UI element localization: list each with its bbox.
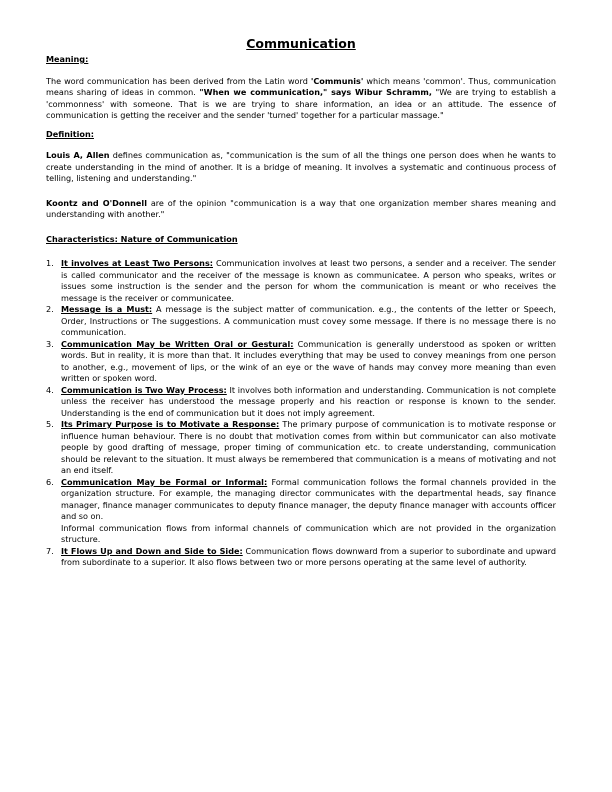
characteristics-heading: Characteristics: Nature of Communication [46, 233, 238, 244]
definition-paragraph-koontz [46, 198, 556, 221]
document-page [46, 36, 556, 569]
list-item [46, 419, 556, 477]
meaning-text-c: which means 'common'. Thus, communication means sharing of ideas in common. [46, 75, 556, 97]
list-number: 6. [46, 476, 54, 487]
meaning-text-communis: 'Communis' [310, 75, 364, 86]
definition-heading: Definition: [46, 128, 94, 139]
characteristics-list [46, 258, 556, 569]
meaning-paragraph [46, 76, 556, 122]
definition-text-koontz: are of the opinion "communication is a way that one organization member shares meaning and understanding with another." [46, 197, 556, 219]
list-number: 1. [46, 258, 54, 268]
list-item [46, 546, 556, 569]
list-number: 4. [46, 384, 54, 395]
definition-author-koontz: Koontz and O'Donnell [46, 197, 147, 208]
list-item-text: Communication is generally understood as spoken or written words. But in reality, it is more than that. It includes everything that may be used to convey meanings from one person to another, e.g., movement of lips, or the wink of an eye or the wave of hands may convey more meaning than even written or spoken word. [61, 338, 556, 383]
list-item [46, 339, 556, 385]
list-item-title: Its Primary Purpose is to Motivate a Response: [61, 419, 280, 429]
list-item-text: It involves both information and understanding. Communication is not complete unless the receiver has understood the message properly and his reaction or response is known to the sender. Understanding is the end of communication but it does not imply agreement. [61, 384, 556, 418]
list-item [46, 304, 556, 339]
list-item-text: Communication involves at least two persons, a sender and a receiver. The sender is called communicator and the receiver of the message is known as communicatee. A person who speaks, writes or issues some instruction is the sender and the person for whom the communication is meant or who receives the message is the receiver or communicatee. [61, 258, 556, 303]
list-item-extra-text: Informal communication flows from informal channels of communication which are not provided in the organization structure. [61, 522, 556, 544]
list-number: 5. [46, 419, 54, 429]
definition-text-allen: defines communication as, "communication is the sum of all the things one person does when he wants to create understanding in the mind of another. It is a bridge of meaning. It involves a systematic and continuous process of telling, listening and understanding." [46, 150, 556, 183]
list-item-title: Communication is Two Way Process: [61, 384, 227, 395]
list-item-text: Communication flows downward from a superior to subordinate and upward from subordinate to a superior. It also flows between two or more persons operating at the same level of authority. [61, 545, 556, 567]
list-item-title: Message is a Must: [61, 304, 153, 314]
meaning-text-e: "We are trying to establish a 'commonness' with someone. That is we are trying to share information, an idea or an attitude. The essence of communication is getting the receiver and the sender 'turned' together for a particular massage." [46, 87, 556, 120]
page-title: Communication [246, 36, 356, 51]
list-item-title: It involves at Least Two Persons: [61, 258, 213, 268]
list-item-text: The primary purpose of communication is to motivate response or influence human behaviour. There is no doubt that motivation comes from within but communicator can also motivate people by good drafting of message, proper timing of communication etc. to create understanding, communication should be relevant to the situation. It must always be remembered that communication is a means of motivating and not an end itself. [61, 419, 556, 475]
list-item-title: Communication May be Formal or Informal: [61, 476, 268, 487]
list-number: 3. [46, 338, 54, 349]
list-item-text: Formal communication follows the formal channels provided in the organization structure. For example, the managing director communicates with the departmental heads, say finance manager, finance manager communicates to deputy finance manager, the deputy finance manager with accounts officer and so on. [61, 476, 556, 521]
list-number: 7. [46, 545, 54, 556]
list-item [46, 385, 556, 420]
list-item-title: It Flows Up and Down and Side to Side: [61, 545, 243, 556]
definition-paragraph-allen [46, 150, 556, 185]
list-number: 2. [46, 304, 54, 314]
list-item-text: A message is the subject matter of communication. e.g., the contents of the letter or Speech, Order, Instructions or The suggestions. A communication must covey some message. If there is no message there is no communication. [61, 304, 556, 337]
definition-author-allen: Louis A, Allen [46, 150, 110, 160]
meaning-text-schramm: "When we communication," says Wibur Schramm, [199, 87, 432, 97]
meaning-text-a: The word communication has been derived from the Latin word [46, 75, 311, 86]
list-item-title: Communication May be Written Oral or Gestural: [61, 338, 294, 349]
meaning-heading: Meaning: [46, 54, 89, 64]
list-item [46, 477, 556, 546]
list-item [46, 258, 556, 304]
